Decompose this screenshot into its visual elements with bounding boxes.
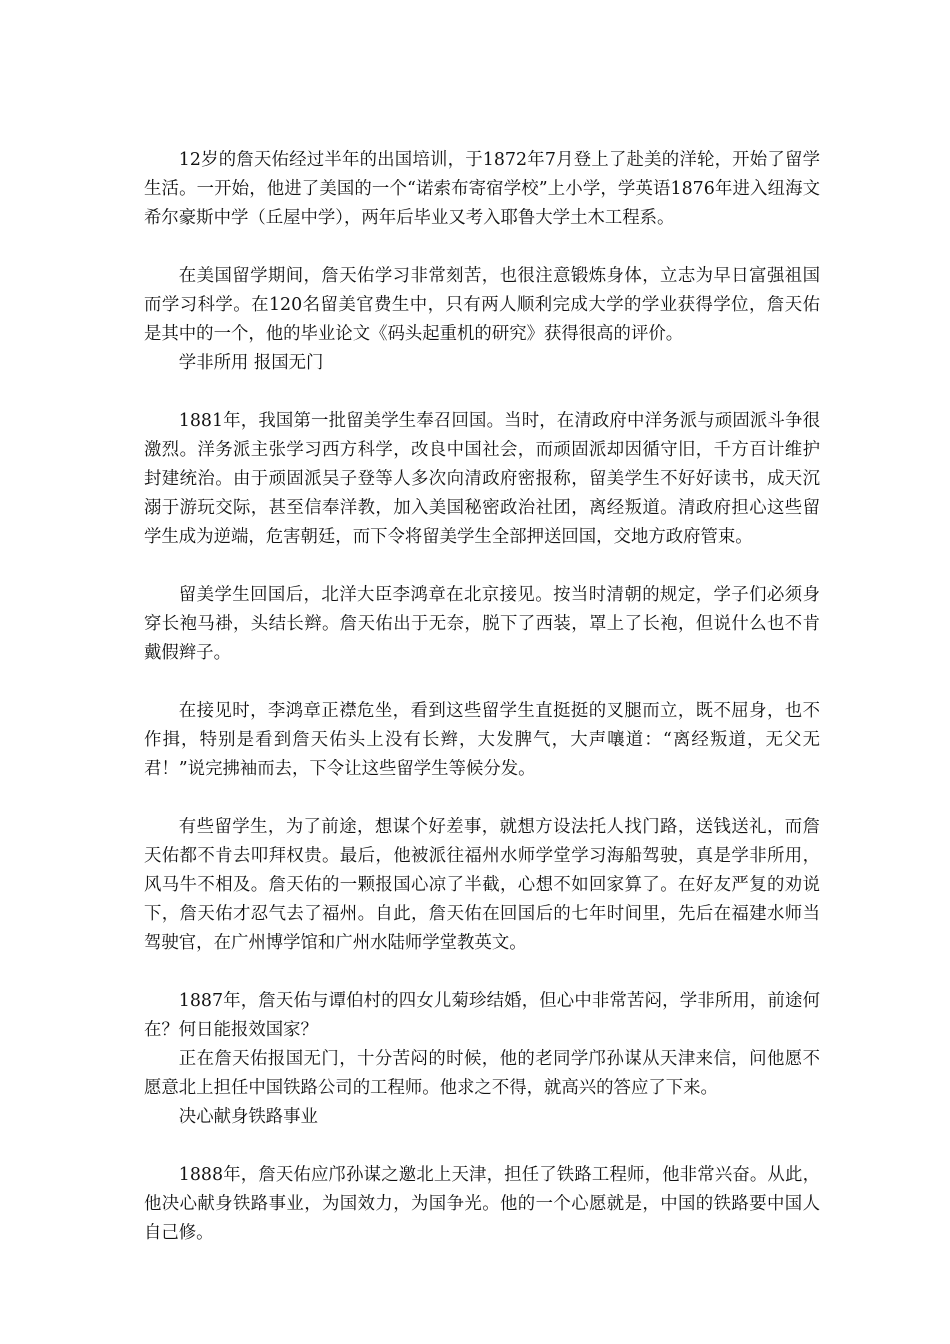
paragraph-li-hongzhang-audience: 留美学生回国后，北洋大臣李鸿章在北京接见。按当时清朝的规定，学子们必须身穿长袍马褂，头结长辫。詹天佑出于无奈，脱下了西装，罩上了长袍，但说什么也不肯戴假辫子。 bbox=[144, 585, 820, 663]
section-heading-no-way-to-serve: 学非所用 报国无门 bbox=[178, 353, 324, 373]
paragraph-fuzhou-naval-school: 有些留学生，为了前途，想谋个好差事，就想方设法托人找门路，送钱送礼，而詹天佑都不肯去叩拜权贵。最后，他被派往福州水师学堂学习海船驾驶，真是学非所用，风马牛不相及。詹天佑的一颗报国心凉了半截，心想不如回家算了。在好友严复的劝说下，詹天佑才忍气去了福州。自此，詹天佑在回国后的七年时间里，先后在福建水师当驾驶官，在广州博学馆和广州水陆师学堂教英文。 bbox=[144, 817, 820, 953]
paragraph-yale-studies: 在美国留学期间，詹天佑学习非常刻苦，也很注意锻炼身体，立志为早日富强祖国而学习科学。在120名留美官费生中，只有两人顺利完成大学的学业获得学位，詹天佑是其中的一个，他的毕业论文《码头起重机的研究》获得很高的评价。 bbox=[144, 266, 820, 344]
paragraph-audience-anger: 在接见时，李鸿章正襟危坐，看到这些留学生直挺挺的叉腿而立，既不屈身，也不作揖，特别是看到詹天佑头上没有长辫，大发脾气，大声嚷道：“离经叛道，无父无君！”说完拂袖而去，下令让这些留学生等候分发。 bbox=[144, 701, 820, 779]
paragraph-recalled-1881: 1881年，我国第一批留美学生奉召回国。当时，在清政府中洋务派与顽固派斗争很激烈。洋务派主张学习西方科学，改良中国社会，而顽固派却因循守旧，千方百计维护封建统治。由于顽固派吴子登等人多次向清政府密报称，留美学生不好好读书，成天沉溺于游玩交际，甚至信奉洋教，加入美国秘密政治社团，离经叛道。清政府担心这些留学生成为逆端，危害朝廷，而下令将留美学生全部押送回国，交地方政府管束。 bbox=[144, 411, 820, 547]
document-body bbox=[144, 146, 820, 1248]
paragraph-letter-from-tianjin: 正在詹天佑报国无门，十分苦闷的时候，他的老同学邝孙谋从天津来信，问他愿不愿意北上担任中国铁路公司的工程师。他求之不得，就高兴的答应了下来。 bbox=[144, 1049, 820, 1098]
paragraph-marriage-1887: 1887年，詹天佑与谭伯村的四女儿菊珍结婚，但心中非常苦闷，学非所用，前途何在？何日能报效国家？ bbox=[144, 991, 820, 1040]
paragraph-study-abroad: 12岁的詹天佑经过半年的出国培训，于1872年7月登上了赴美的洋轮，开始了留学生活。一开始，他进了美国的一个“诺索布寄宿学校”上小学，学英语1876年进入纽海文希尔豪斯中学（丘屋中学），两年后毕业又考入耶鲁大学土木工程系。 bbox=[144, 150, 820, 228]
section-heading-railway-career: 决心献身铁路事业 bbox=[178, 1107, 318, 1127]
paragraph-railway-engineer-1888: 1888年，詹天佑应邝孙谋之邀北上天津，担任了铁路工程师，他非常兴奋。从此，他决心献身铁路事业，为国效力，为国争光。他的一个心愿就是，中国的铁路要中国人自己修。 bbox=[144, 1165, 820, 1243]
